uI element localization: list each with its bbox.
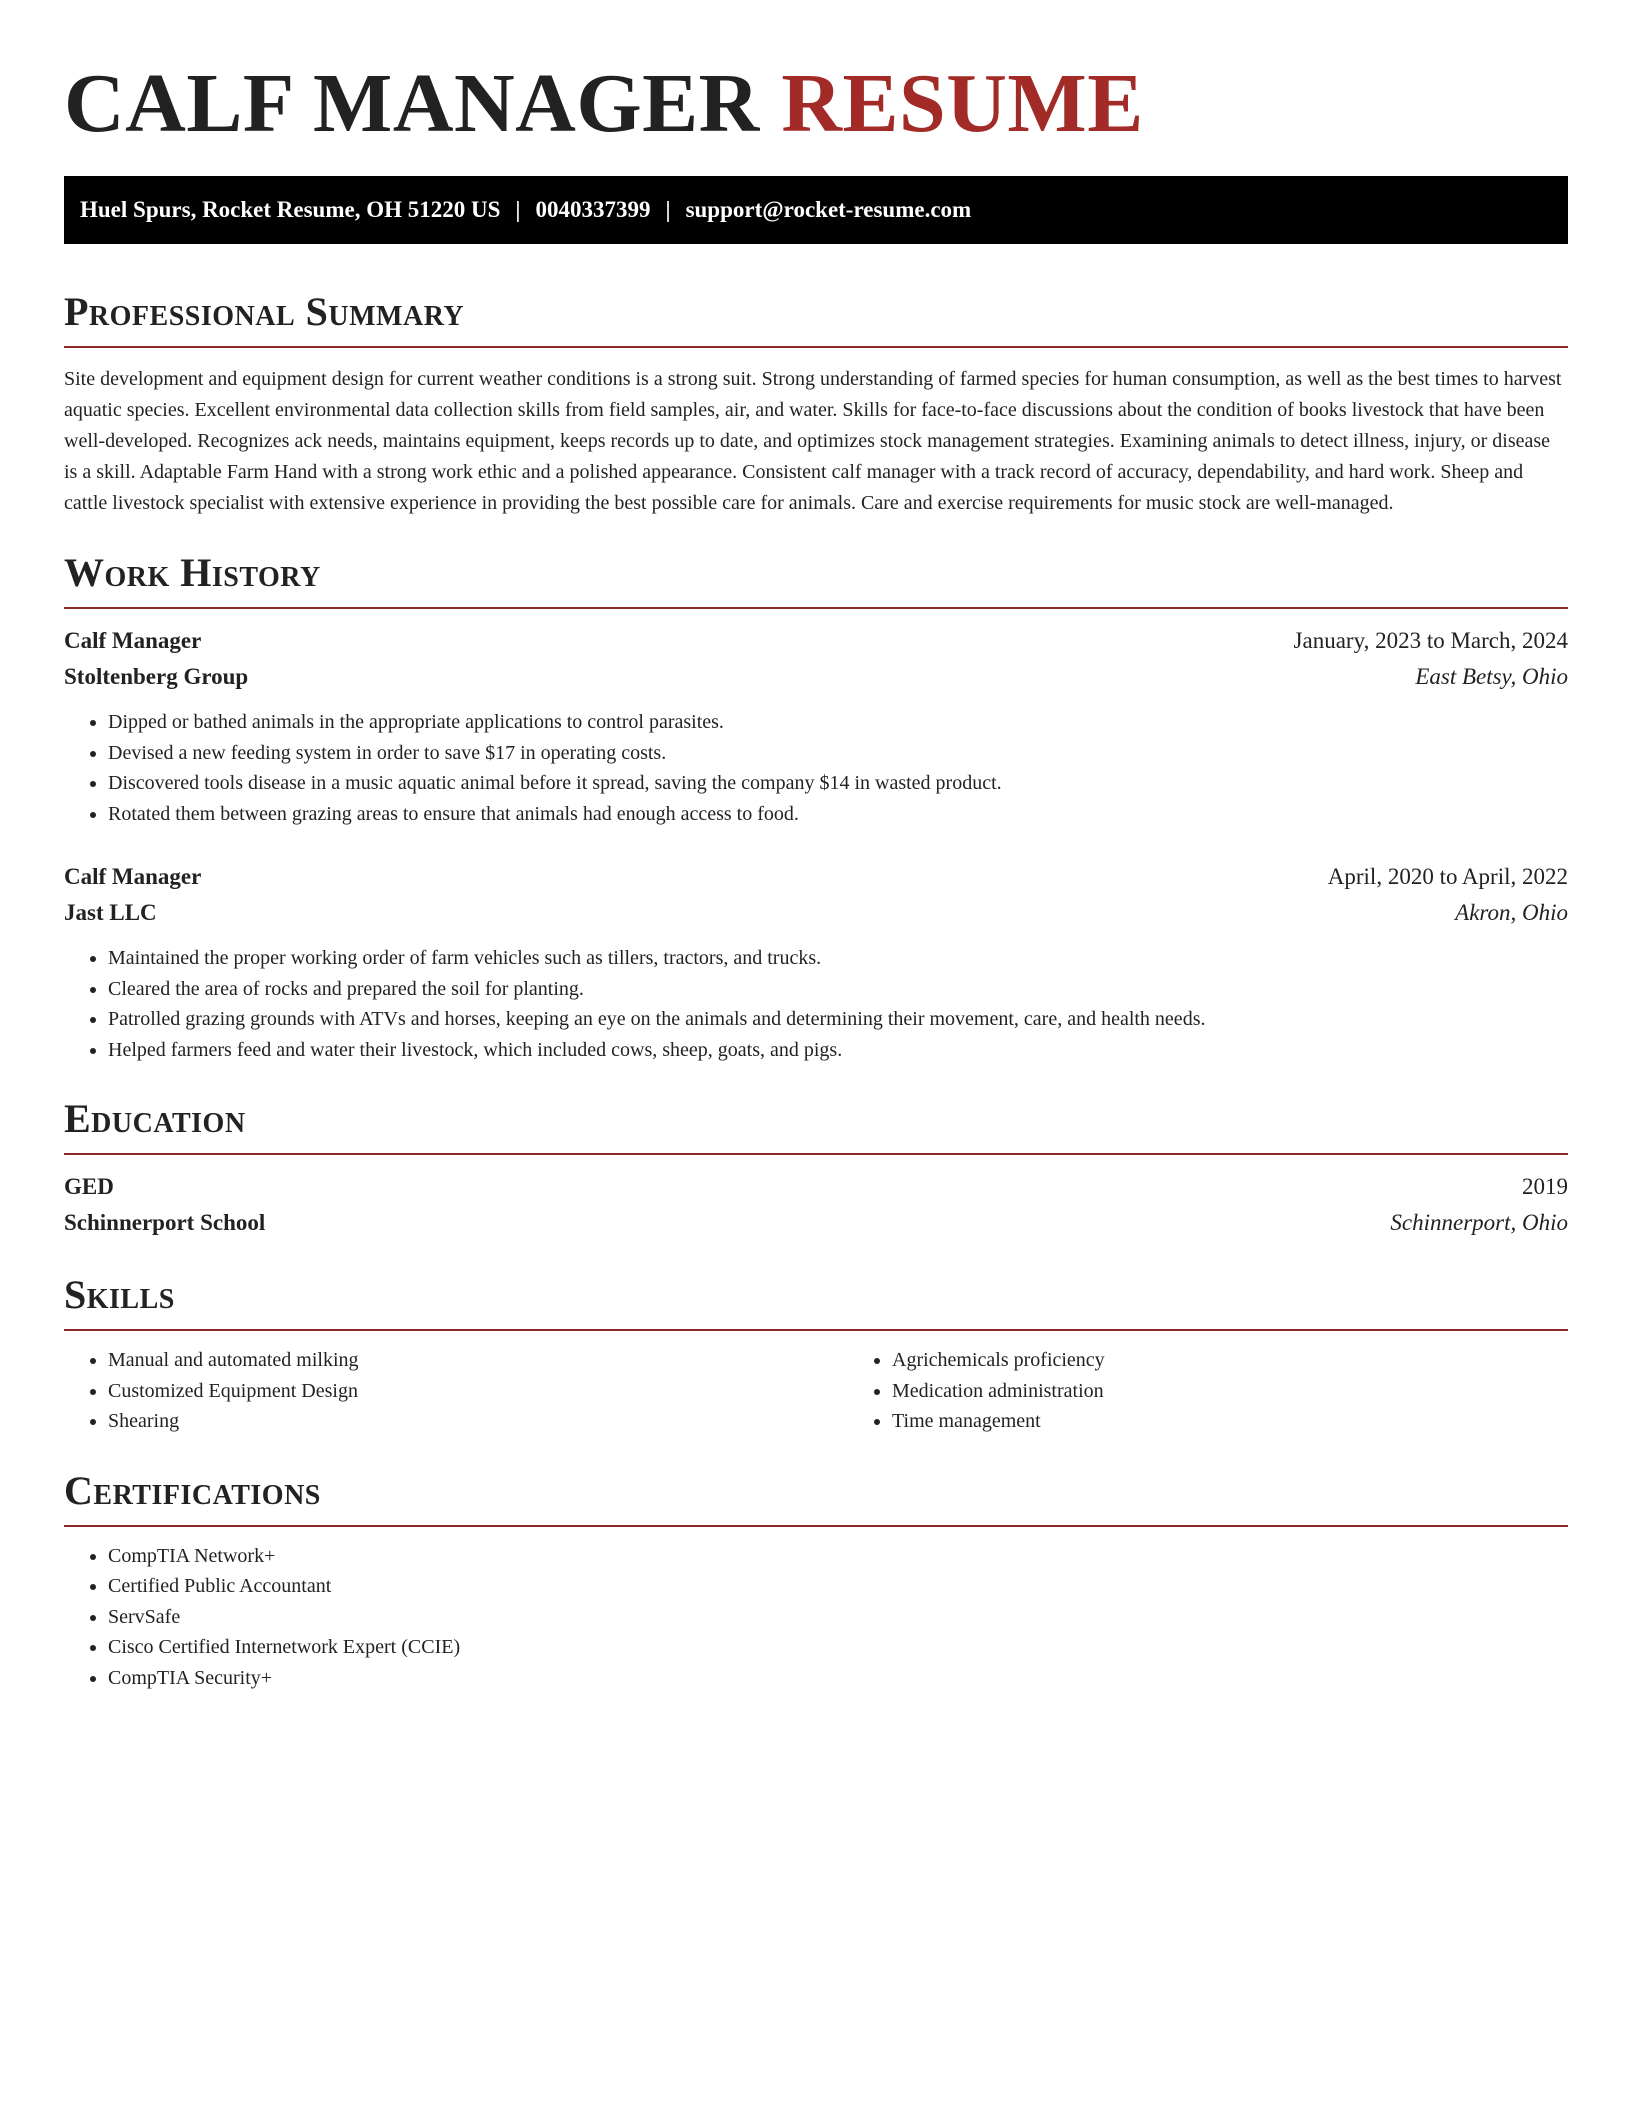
job-dates: January, 2023 to March, 2024 <box>1293 628 1568 653</box>
education-section <box>64 1093 1568 1241</box>
summary-text: Site development and equipment design for current weather conditions is a strong suit. Strong understanding of farmed species for human consumption, as well as the best times to harvest aquatic species. Excellent environmental data collection skills from field samples, air, and water. Skills for face-to-face discussions about the condition of books livestock that have been well-developed. Recognizes ack needs, maintains equipment, keeps records up to date, and optimizes stock management strategies. Examining animals to detect illness, injury, or disease is a skill. Adaptable Farm Hand with a strong work ethic and a polished appearance. Consistent calf manager with a track record of accuracy, dependability, and hard work. Sheep and cattle livestock specialist with extensive experience in providing the best possible care for animals. Care and exercise requirements for music stock are well-managed. <box>64 368 1562 514</box>
education-school-row <box>64 1205 1568 1241</box>
contact-email: support@rocket-resume.com <box>685 197 972 222</box>
education-school: Schinnerport School <box>64 1210 266 1235</box>
title-accent: RESUME <box>781 57 1144 150</box>
list-item: • Cleared the area of rocks and prepared the soil for planting. <box>108 974 1568 1005</box>
list-item: • CompTIA Security+ <box>108 1663 1568 1694</box>
contact-phone: 0040337399 <box>535 197 651 222</box>
job-title: Calf Manager <box>64 628 202 653</box>
list-item: • Medication administration <box>892 1376 1632 1407</box>
summary-section <box>64 286 1568 519</box>
list-item: • Time management <box>892 1406 1632 1437</box>
contact-address: Huel Spurs, Rocket Resume, OH 51220 US <box>80 197 501 222</box>
resume-page <box>64 0 1568 1693</box>
education-entry <box>64 1169 1568 1241</box>
contact-separator: | <box>665 197 671 222</box>
job-title-row <box>64 859 1568 895</box>
list-item: • Devised a new feeding system in order to save $17 in operating costs. <box>108 738 1568 769</box>
job-location: Akron, Ohio <box>1455 900 1568 925</box>
list-item: • Maintained the proper working order of farm vehicles such as tillers, tractors, and trucks. <box>108 943 1568 974</box>
list-item: • Dipped or bathed animals in the appropriate applications to control parasites. <box>108 707 1568 738</box>
list-item: • Patrolled grazing grounds with ATVs and horses, keeping an eye on the animals and determining their movement, care, and health needs. <box>108 1004 1568 1035</box>
job-company-row <box>64 895 1568 931</box>
education-year: 2019 <box>1522 1174 1568 1199</box>
contact-bar <box>64 176 1568 244</box>
certifications-list <box>64 1541 1568 1694</box>
list-item: • Rotated them between grazing areas to ensure that animals had enough access to food. <box>108 799 1568 830</box>
list-item: • Agrichemicals proficiency <box>892 1345 1632 1376</box>
list-item: • Helped farmers feed and water their livestock, which included cows, sheep, goats, and pigs. <box>108 1035 1568 1066</box>
skills-grid <box>64 1345 1568 1437</box>
job-company: Stoltenberg Group <box>64 664 249 689</box>
education-degree-row <box>64 1169 1568 1205</box>
education-location: Schinnerport, Ohio <box>1390 1210 1568 1235</box>
job-title: Calf Manager <box>64 864 202 889</box>
job-entry <box>64 623 1568 829</box>
resume-title <box>64 0 1568 152</box>
list-item: • Manual and automated milking <box>108 1345 848 1376</box>
list-item: • Cisco Certified Internetwork Expert (CCIE) <box>108 1632 1568 1663</box>
job-company-row <box>64 659 1568 695</box>
skills-section <box>64 1269 1568 1437</box>
list-item: • ServSafe <box>108 1602 1568 1633</box>
job-title-row <box>64 623 1568 659</box>
education-degree: GED <box>64 1174 114 1199</box>
contact-separator: | <box>515 197 521 222</box>
job-bullets <box>64 943 1568 1065</box>
job-bullets <box>64 707 1568 829</box>
skills-heading: Skills <box>64 1269 1568 1331</box>
job-dates: April, 2020 to April, 2022 <box>1327 864 1568 889</box>
job-entry <box>64 859 1568 1065</box>
skills-list-right <box>848 1345 1632 1437</box>
certifications-heading: Certifications <box>64 1465 1568 1527</box>
job-company: Jast LLC <box>64 900 157 925</box>
job-location: East Betsy, Ohio <box>1415 664 1568 689</box>
list-item: • CompTIA Network+ <box>108 1541 1568 1572</box>
education-heading: Education <box>64 1093 1568 1155</box>
list-item: • Customized Equipment Design <box>108 1376 848 1407</box>
title-main: CALF MANAGER <box>64 57 760 150</box>
work-history-section <box>64 547 1568 1065</box>
list-item: • Discovered tools disease in a music aquatic animal before it spread, saving the company $14 in wasted product. <box>108 768 1568 799</box>
skills-list-left <box>64 1345 848 1437</box>
summary-heading: Professional Summary <box>64 286 1568 348</box>
certifications-section <box>64 1465 1568 1694</box>
list-item: • Certified Public Accountant <box>108 1571 1568 1602</box>
work-history-heading: Work History <box>64 547 1568 609</box>
list-item: • Shearing <box>108 1406 848 1437</box>
